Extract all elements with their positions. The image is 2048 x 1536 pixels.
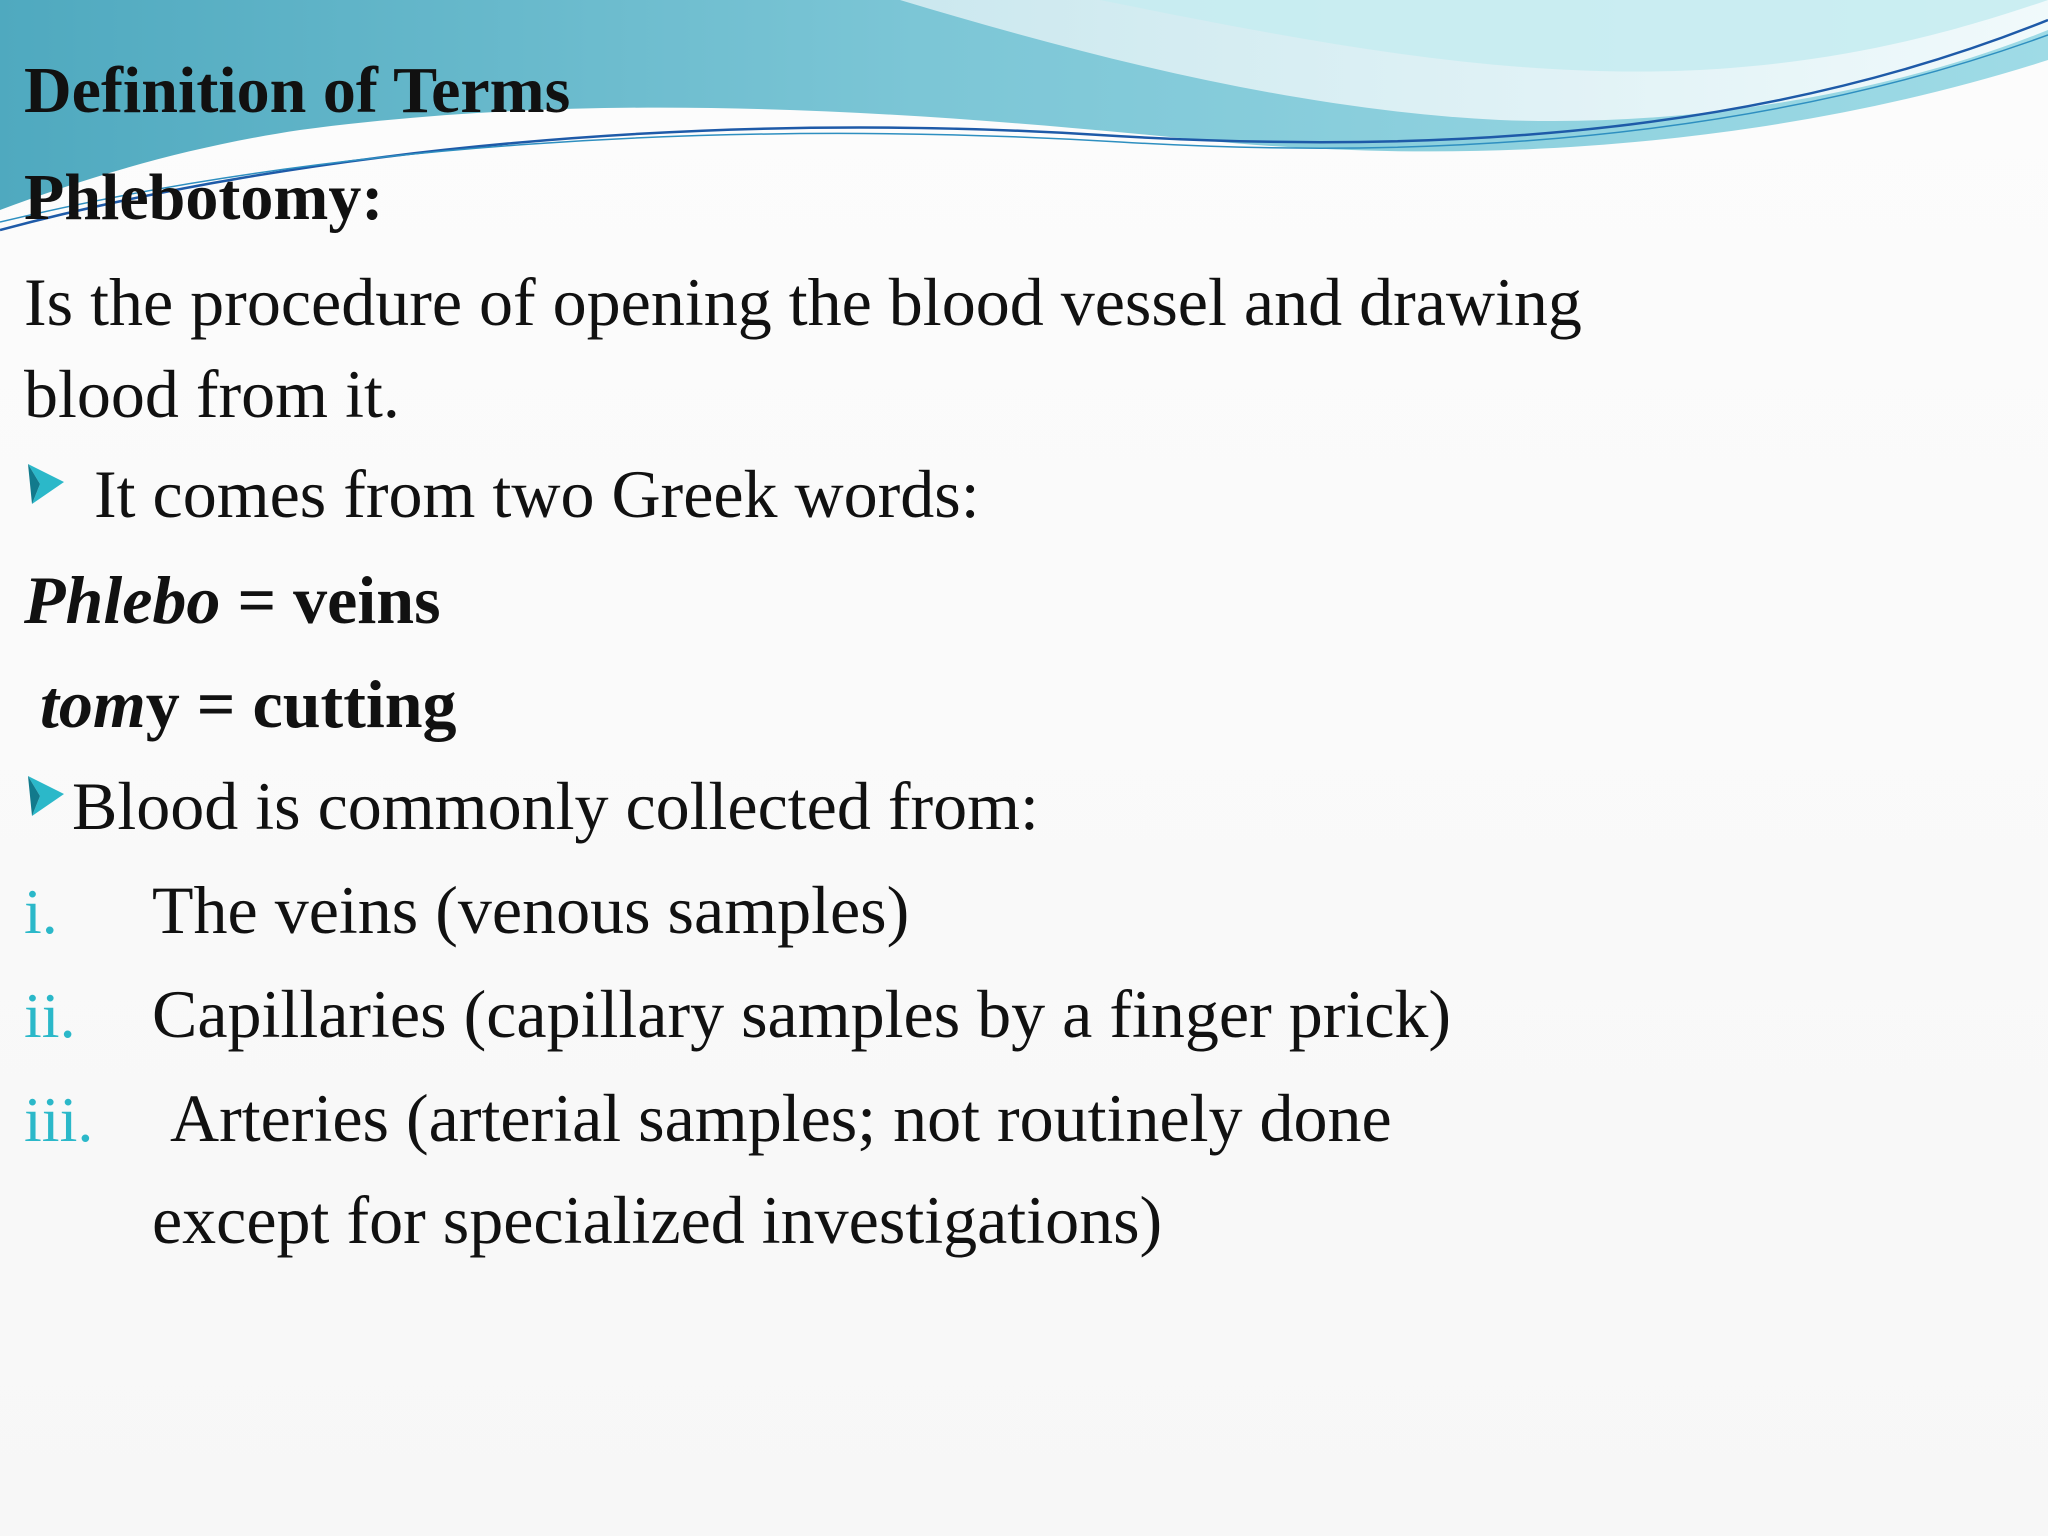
list-item-veins: The veins (venous samples) — [152, 872, 910, 948]
greek-word-phlebo-term: Phlebo — [24, 562, 221, 638]
greek-word-phlebo-meaning: = veins — [220, 562, 441, 638]
list-marker-2: ii. — [24, 980, 76, 1051]
term-heading: Phlebotomy: — [24, 161, 384, 234]
list-marker-1: i. — [24, 876, 58, 947]
greek-word-phlebo — [24, 562, 441, 638]
slide-title: Definition of Terms — [24, 54, 571, 127]
arrowhead-bullet-icon — [24, 772, 68, 820]
greek-word-tomy-meaning: y = cutting — [145, 666, 457, 742]
definition-line-1: Is the procedure of opening the blood vessel and drawing — [24, 264, 1582, 340]
arrowhead-bullet-icon — [24, 460, 68, 508]
list-item-arteries-continuation: except for specialized investigations) — [152, 1182, 1163, 1258]
greek-word-tomy-term: tom — [40, 666, 146, 742]
greek-word-tomy — [40, 666, 457, 742]
list-item-capillaries: Capillaries (capillary samples by a finger prick) — [152, 976, 1452, 1052]
bullet-greek-words — [24, 456, 980, 532]
list-marker-3: iii. — [24, 1084, 94, 1155]
bullet-collection-sites-text: Blood is commonly collected from: — [72, 768, 1039, 844]
bullet-greek-words-text: It comes from two Greek words: — [94, 456, 980, 532]
list-item-arteries: Arteries (arterial samples; not routinely done — [170, 1080, 1392, 1156]
bullet-collection-sites — [24, 768, 1039, 844]
definition-line-2: blood from it. — [24, 356, 400, 432]
